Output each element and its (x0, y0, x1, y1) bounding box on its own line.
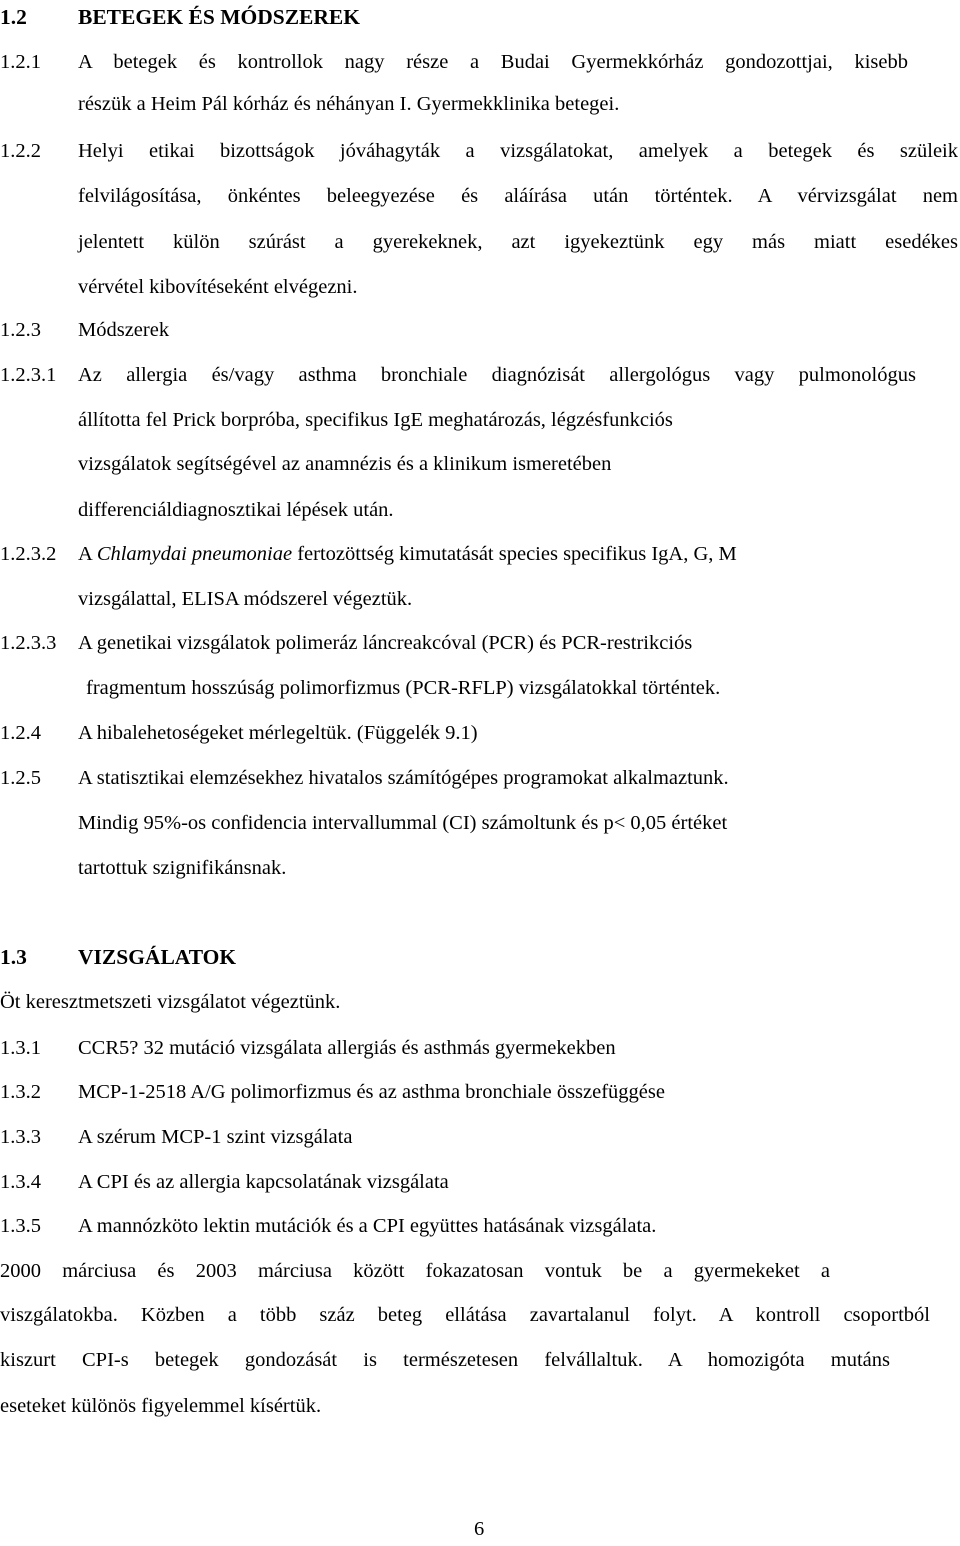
paragraph-line: vizsgálattal, ELISA módszerel végeztük. (78, 588, 413, 610)
paragraph-line: tartottuk szignifikánsnak. (78, 857, 287, 879)
section-intro: Öt keresztmetszeti vizsgálatot végeztünk. (0, 991, 341, 1013)
list-item-number: 1.3.5 (0, 1215, 41, 1237)
paragraph-line: felvilágosítása, önkéntes beleegyezése és aláírása után történtek. A vérvizsgálat nem (78, 185, 958, 207)
paragraph-line: A statisztikai elemzésekhez hivatalos számítógépes programokat alkalmaztunk. (78, 767, 729, 789)
paragraph-number: 1.2.1 (0, 51, 41, 73)
list-item-number: 1.3.3 (0, 1126, 41, 1148)
paragraph-number: 1.2.3.1 (0, 364, 57, 386)
list-item: MCP-1-2518 A/G polimorfizmus és az asthma bronchiale összefüggése (78, 1081, 665, 1103)
list-item: A CPI és az allergia kapcsolatának vizsgálata (78, 1171, 449, 1193)
paragraph-line: Helyi etikai bizottságok jóváhagyták a vizsgálatokat, amelyek a betegek és szüleik (78, 140, 958, 162)
page-number: 6 (474, 1518, 485, 1540)
paragraph-line: jelentett külön szúrást a gyerekeknek, azt igyekeztünk egy más miatt esedékes (78, 231, 958, 253)
paragraph-line: A hibalehetoségeket mérlegeltük. (Függelék 9.1) (78, 722, 478, 744)
paragraph-line: kiszurt CPI-s betegek gondozását is természetesen felvállaltuk. A homozigóta mutáns (0, 1349, 890, 1371)
paragraph-line: Mindig 95%-os confidencia intervallummal (CI) számoltunk és p< 0,05 értéket (78, 812, 728, 834)
paragraph-line: vérvétel kibovítéseként elvégezni. (78, 276, 358, 298)
list-item-number: 1.3.2 (0, 1081, 41, 1103)
text-run: A (78, 543, 97, 565)
paragraph-number: 1.2.3.2 (0, 543, 57, 565)
paragraph-number: 1.2.4 (0, 722, 41, 744)
paragraph-line: állította fel Prick borpróba, specifikus IgE meghatározás, légzésfunkciós (78, 409, 673, 431)
paragraph-number: 1.2.3 (0, 319, 41, 341)
paragraph-line: részük a Heim Pál kórház és néhányan I. Gyermekklinika betegei. (78, 93, 620, 115)
paragraph-line: Az allergia és/vagy asthma bronchiale diagnózisát allergológus vagy pulmonológus (78, 364, 916, 386)
paragraph-line (78, 541, 737, 567)
section-heading: BETEGEK ÉS MÓDSZEREK (78, 5, 360, 29)
paragraph-line: fragmentum hosszúság polimorfizmus (PCR-RFLP) vizsgálatokkal történtek. (86, 677, 721, 699)
list-item-number: 1.3.1 (0, 1037, 41, 1059)
paragraph-number: 1.2.2 (0, 140, 41, 162)
section-number: 1.2 (0, 5, 27, 29)
subsection-title: Módszerek (78, 319, 170, 341)
paragraph-line: A betegek és kontrollok nagy része a Budai Gyermekkórház gondozottjai, kisebb (78, 51, 908, 73)
list-item-number: 1.3.4 (0, 1171, 41, 1193)
paragraph-line: 2000 márciusa és 2003 márciusa között fokazatosan vontuk be a gyermekeket a (0, 1260, 830, 1282)
list-item: CCR5? 32 mutáció vizsgálata allergiás és asthmás gyermekekben (78, 1037, 616, 1059)
list-item: A szérum MCP-1 szint vizsgálata (78, 1126, 353, 1148)
paragraph-number: 1.2.3.3 (0, 632, 57, 654)
text-run: fertozöttség kimutatását species specifikus IgA, G, M (292, 543, 737, 565)
paragraph-line: differenciáldiagnosztikai lépések után. (78, 499, 394, 521)
paragraph-line: A genetikai vizsgálatok polimeráz láncreakcóval (PCR) és PCR-restrikciós (78, 632, 693, 654)
paragraph-line: vizsgálatok segítségével az anamnézis és a klinikum ismeretében (78, 453, 612, 475)
section-heading: VIZSGÁLATOK (78, 945, 237, 969)
paragraph-line: viszgálatokba. Közben a több száz beteg ellátása zavartalanul folyt. A kontroll csoportból (0, 1304, 930, 1326)
paragraph-number: 1.2.5 (0, 767, 41, 789)
organism-name: Chlamydai pneumoniae (96, 543, 293, 565)
list-item: A mannózköto lektin mutációk és a CPI együttes hatásának vizsgálata. (78, 1215, 657, 1237)
section-number: 1.3 (0, 945, 27, 969)
paragraph-line: eseteket különös figyelemmel kísértük. (0, 1395, 322, 1417)
